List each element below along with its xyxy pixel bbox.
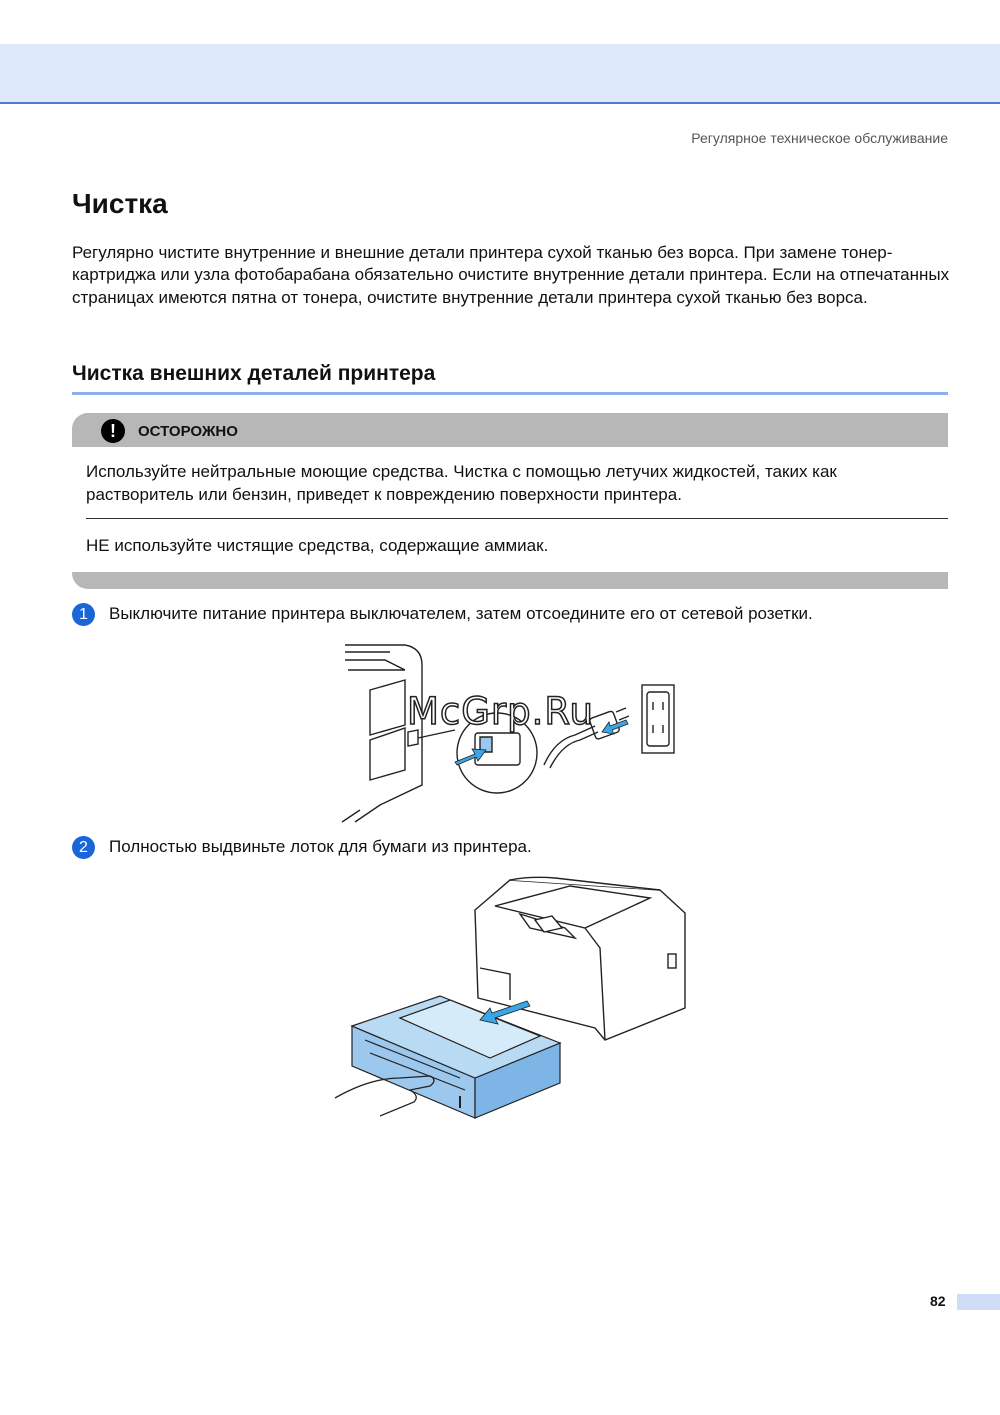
step-1-text: Выключите питание принтера выключателем, затем отсоедините его от сетевой розетки. <box>109 604 813 623</box>
running-header: Регулярное техническое обслуживание <box>691 130 948 146</box>
step-1-number: 1 <box>72 603 95 626</box>
page-tab <box>957 1294 1000 1310</box>
top-band <box>0 44 1000 104</box>
caution-footer <box>72 572 948 589</box>
subsection-rule <box>72 392 948 395</box>
caution-text-1: Используйте нейтральные моющие средства. Чистка с помощью летучих жидкостей, таких как растворитель или бензин, приведет к повреждению поверхности принтера. <box>86 462 837 504</box>
paper-tray-illustration <box>330 868 690 1128</box>
caution-divider <box>86 518 948 519</box>
page-number: 82 <box>930 1293 946 1309</box>
exclamation-icon: ! <box>101 419 125 443</box>
caution-label: ОСТОРОЖНО <box>138 423 238 440</box>
subsection-title: Чистка внешних деталей принтера <box>72 362 436 385</box>
watermark: McGrp.Ru <box>407 690 594 733</box>
step-2-number: 2 <box>72 836 95 859</box>
caution-header <box>72 413 948 447</box>
step-2-text: Полностью выдвиньте лоток для бумаги из принтера. <box>109 837 532 856</box>
caution-text-2: НЕ используйте чистящие средства, содержащие аммиак. <box>86 536 549 555</box>
intro-paragraph: Регулярно чистите внутренние и внешние детали принтера сухой тканью без ворса. При замене тонер-картриджа или узла фотобарабана обязательно очистите внутренние детали принтера. Если на отпечатанных страницах имеются пятна от тонера, очистите внутренние детали принтера сухой тканью без ворса. <box>72 243 950 307</box>
page-title: Чистка <box>72 188 168 219</box>
